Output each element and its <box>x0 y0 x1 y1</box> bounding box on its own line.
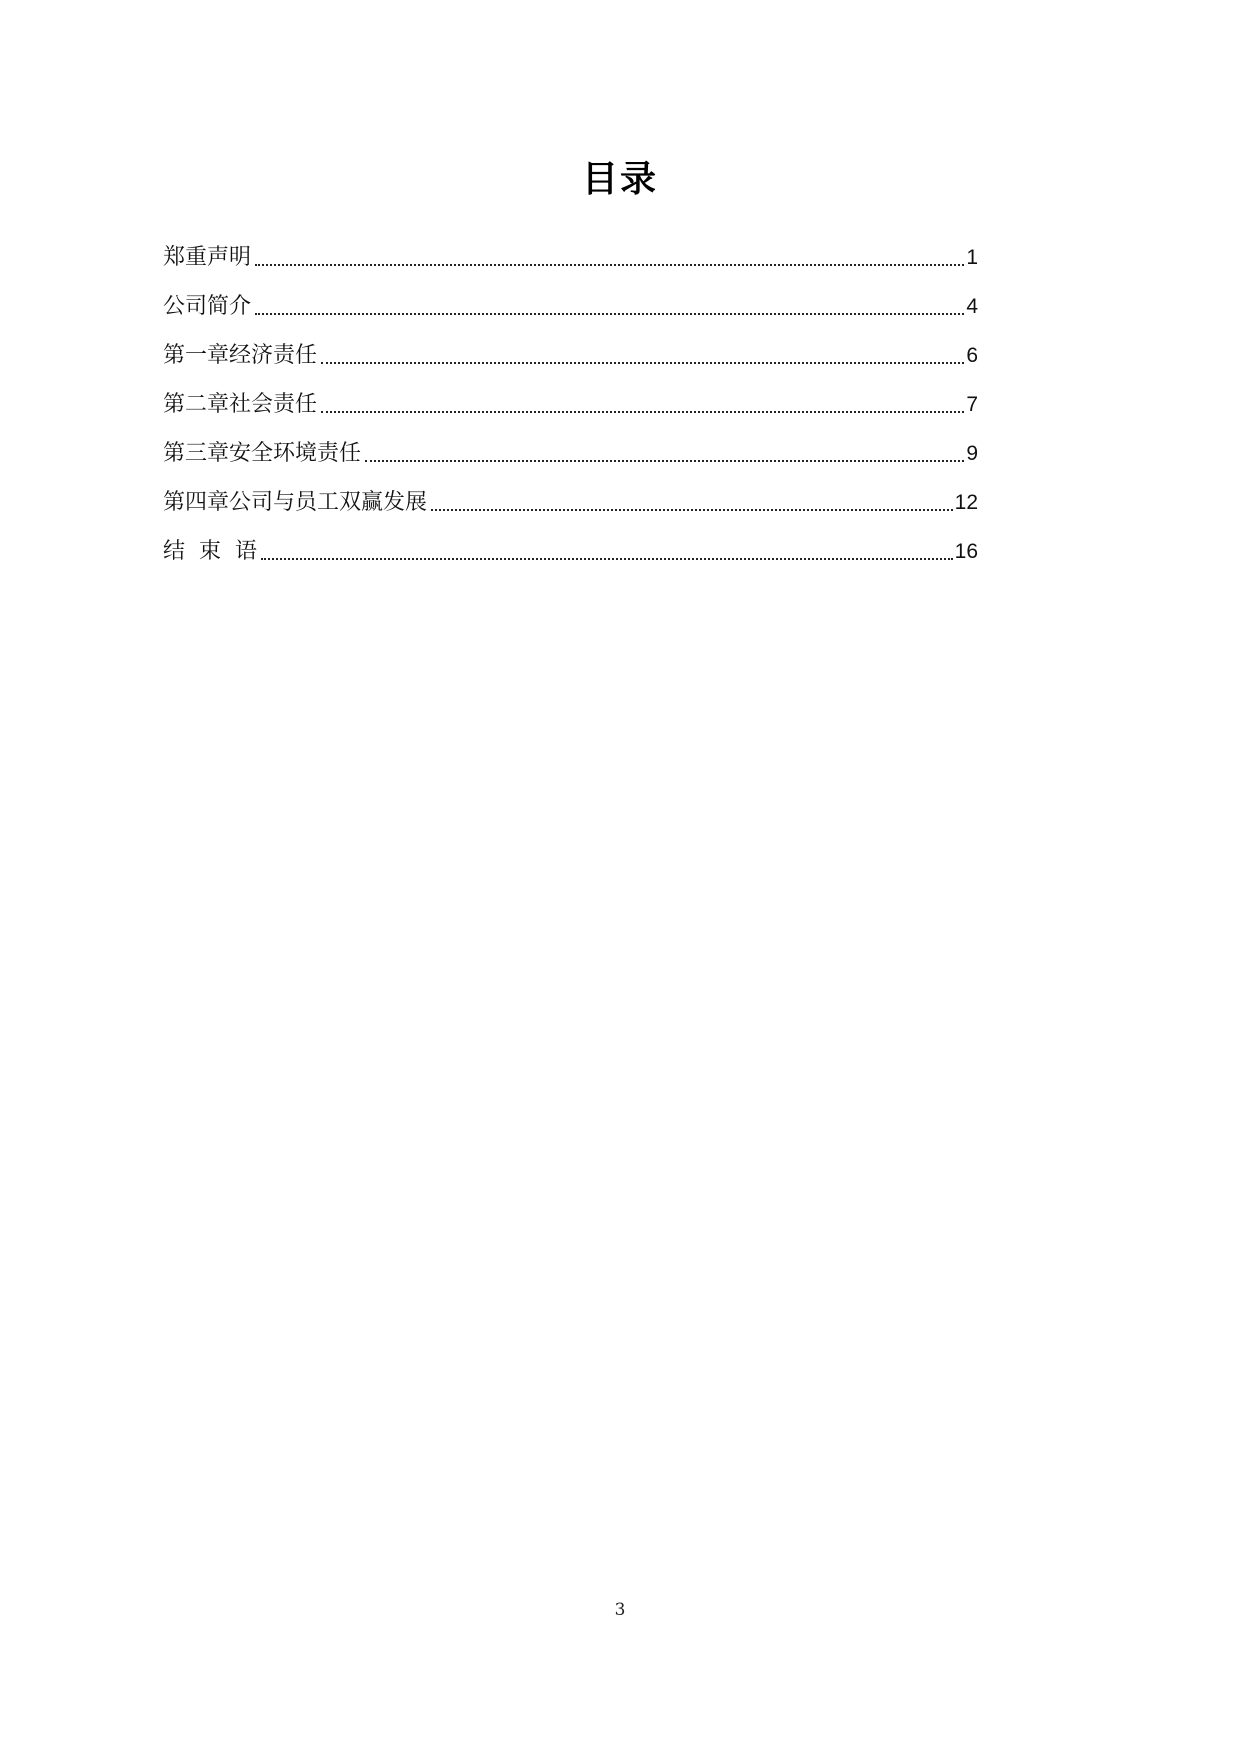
toc-entry-page: 4 <box>966 295 978 318</box>
table-of-contents <box>163 224 978 567</box>
dot-leader <box>321 411 964 413</box>
toc-entry-label: 结束语 <box>163 539 272 564</box>
toc-entry-label: 第三章安全环境责任 <box>163 441 362 466</box>
dot-leader <box>255 313 964 315</box>
toc-entry-label: 第一章经济责任 <box>163 343 318 368</box>
toc-entry-company-profile[interactable] <box>163 273 978 322</box>
dot-leader <box>321 362 964 364</box>
dot-leader <box>261 558 953 560</box>
toc-entry-chapter-2[interactable] <box>163 371 978 420</box>
toc-entry-label: 第四章公司与员工双赢发展 <box>163 490 428 515</box>
toc-entry-page: 7 <box>966 393 978 416</box>
dot-leader <box>431 509 953 511</box>
dot-leader <box>365 460 964 462</box>
toc-entry-label: 郑重声明 <box>163 245 252 270</box>
toc-entry-chapter-3[interactable] <box>163 420 978 469</box>
toc-entry-chapter-4[interactable] <box>163 469 978 518</box>
toc-entry-page: 16 <box>954 540 978 563</box>
toc-title: 目录 <box>581 159 658 200</box>
toc-entry-chapter-1[interactable] <box>163 322 978 371</box>
toc-entry-page: 9 <box>966 442 978 465</box>
toc-entry-page: 6 <box>966 344 978 367</box>
toc-entry-page: 1 <box>966 246 978 269</box>
toc-entry-statement[interactable] <box>163 224 978 273</box>
page-number: 3 <box>614 1600 626 1620</box>
toc-entry-page: 12 <box>954 491 978 514</box>
toc-entry-label: 第二章社会责任 <box>163 392 318 417</box>
toc-entry-conclusion[interactable] <box>163 518 978 567</box>
toc-entry-label: 公司简介 <box>163 294 252 319</box>
dot-leader <box>255 264 964 266</box>
